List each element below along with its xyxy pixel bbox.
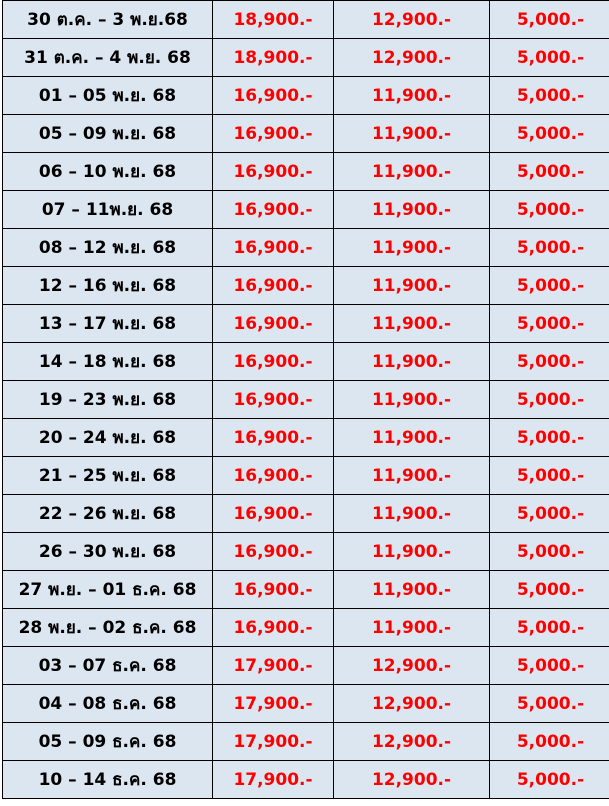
price-cell-1: 16,900.- [213,229,334,267]
date-range-cell: 06 – 10 พ.ย. 68 [3,153,213,191]
date-range-cell: 30 ต.ค. – 3 พ.ย.68 [3,1,213,39]
price-cell-2: 11,900.- [334,457,490,495]
table-row [3,191,609,229]
price-cell-1: 16,900.- [213,533,334,571]
price-cell-1: 16,900.- [213,381,334,419]
price-cell-2: 11,900.- [334,229,490,267]
price-cell-2: 11,900.- [334,381,490,419]
price-cell-3: 5,000.- [490,381,609,419]
price-cell-1: 16,900.- [213,115,334,153]
date-range-cell: 26 – 30 พ.ย. 68 [3,533,213,571]
date-range-cell: 12 – 16 พ.ย. 68 [3,267,213,305]
price-cell-1: 16,900.- [213,77,334,115]
price-cell-1: 16,900.- [213,343,334,381]
price-cell-1: 16,900.- [213,457,334,495]
price-cell-3: 5,000.- [490,457,609,495]
price-cell-3: 5,000.- [490,609,609,647]
price-cell-3: 5,000.- [490,761,609,799]
table-row [3,647,609,685]
date-range-cell: 21 – 25 พ.ย. 68 [3,457,213,495]
table-row [3,115,609,153]
price-cell-2: 11,900.- [334,77,490,115]
price-cell-1: 16,900.- [213,191,334,229]
price-cell-2: 11,900.- [334,305,490,343]
price-cell-2: 11,900.- [334,153,490,191]
date-range-cell: 19 – 23 พ.ย. 68 [3,381,213,419]
price-cell-3: 5,000.- [490,495,609,533]
date-range-cell: 05 – 09 ธ.ค. 68 [3,723,213,761]
price-cell-2: 12,900.- [334,1,490,39]
table-row [3,77,609,115]
date-range-cell: 04 – 08 ธ.ค. 68 [3,685,213,723]
price-cell-3: 5,000.- [490,39,609,77]
price-cell-3: 5,000.- [490,153,609,191]
price-cell-2: 12,900.- [334,685,490,723]
date-range-cell: 20 – 24 พ.ย. 68 [3,419,213,457]
price-cell-3: 5,000.- [490,647,609,685]
price-cell-1: 16,900.- [213,609,334,647]
price-cell-2: 11,900.- [334,419,490,457]
table-row [3,761,609,799]
price-table-body [3,1,609,799]
date-range-cell: 27 พ.ย. – 01 ธ.ค. 68 [3,571,213,609]
price-cell-1: 18,900.- [213,39,334,77]
table-row [3,39,609,77]
date-range-cell: 08 – 12 พ.ย. 68 [3,229,213,267]
date-range-cell: 10 – 14 ธ.ค. 68 [3,761,213,799]
date-range-cell: 03 – 07 ธ.ค. 68 [3,647,213,685]
price-cell-2: 11,900.- [334,191,490,229]
table-row [3,495,609,533]
price-cell-3: 5,000.- [490,685,609,723]
price-cell-1: 16,900.- [213,571,334,609]
date-range-cell: 01 – 05 พ.ย. 68 [3,77,213,115]
price-cell-1: 17,900.- [213,647,334,685]
price-cell-1: 17,900.- [213,761,334,799]
table-row [3,685,609,723]
price-cell-2: 11,900.- [334,115,490,153]
price-cell-3: 5,000.- [490,77,609,115]
price-cell-3: 5,000.- [490,571,609,609]
date-range-cell: 05 – 09 พ.ย. 68 [3,115,213,153]
date-range-cell: 28 พ.ย. – 02 ธ.ค. 68 [3,609,213,647]
table-row [3,229,609,267]
price-cell-1: 16,900.- [213,305,334,343]
price-table [2,0,609,799]
price-cell-1: 16,900.- [213,495,334,533]
price-cell-3: 5,000.- [490,723,609,761]
price-cell-1: 17,900.- [213,685,334,723]
date-range-cell: 14 – 18 พ.ย. 68 [3,343,213,381]
price-cell-3: 5,000.- [490,343,609,381]
table-row [3,419,609,457]
price-cell-2: 12,900.- [334,39,490,77]
table-row [3,305,609,343]
price-cell-2: 12,900.- [334,647,490,685]
table-row [3,267,609,305]
table-row [3,609,609,647]
price-cell-3: 5,000.- [490,191,609,229]
price-cell-2: 11,900.- [334,267,490,305]
date-range-cell: 22 – 26 พ.ย. 68 [3,495,213,533]
price-cell-2: 11,900.- [334,495,490,533]
price-cell-2: 11,900.- [334,571,490,609]
table-row [3,343,609,381]
price-cell-3: 5,000.- [490,267,609,305]
price-cell-1: 17,900.- [213,723,334,761]
table-row [3,1,609,39]
price-cell-3: 5,000.- [490,229,609,267]
price-cell-2: 12,900.- [334,723,490,761]
date-range-cell: 31 ต.ค. – 4 พ.ย. 68 [3,39,213,77]
price-cell-2: 11,900.- [334,343,490,381]
price-cell-1: 16,900.- [213,153,334,191]
price-cell-2: 11,900.- [334,609,490,647]
table-row [3,723,609,761]
date-range-cell: 13 – 17 พ.ย. 68 [3,305,213,343]
price-cell-1: 16,900.- [213,419,334,457]
price-cell-2: 12,900.- [334,761,490,799]
price-cell-3: 5,000.- [490,533,609,571]
price-cell-3: 5,000.- [490,305,609,343]
price-cell-3: 5,000.- [490,115,609,153]
price-cell-3: 5,000.- [490,1,609,39]
table-row [3,533,609,571]
date-range-cell: 07 – 11พ.ย. 68 [3,191,213,229]
price-cell-1: 18,900.- [213,1,334,39]
price-cell-1: 16,900.- [213,267,334,305]
table-row [3,153,609,191]
table-row [3,381,609,419]
table-row [3,457,609,495]
price-cell-2: 11,900.- [334,533,490,571]
price-cell-3: 5,000.- [490,419,609,457]
table-row [3,571,609,609]
